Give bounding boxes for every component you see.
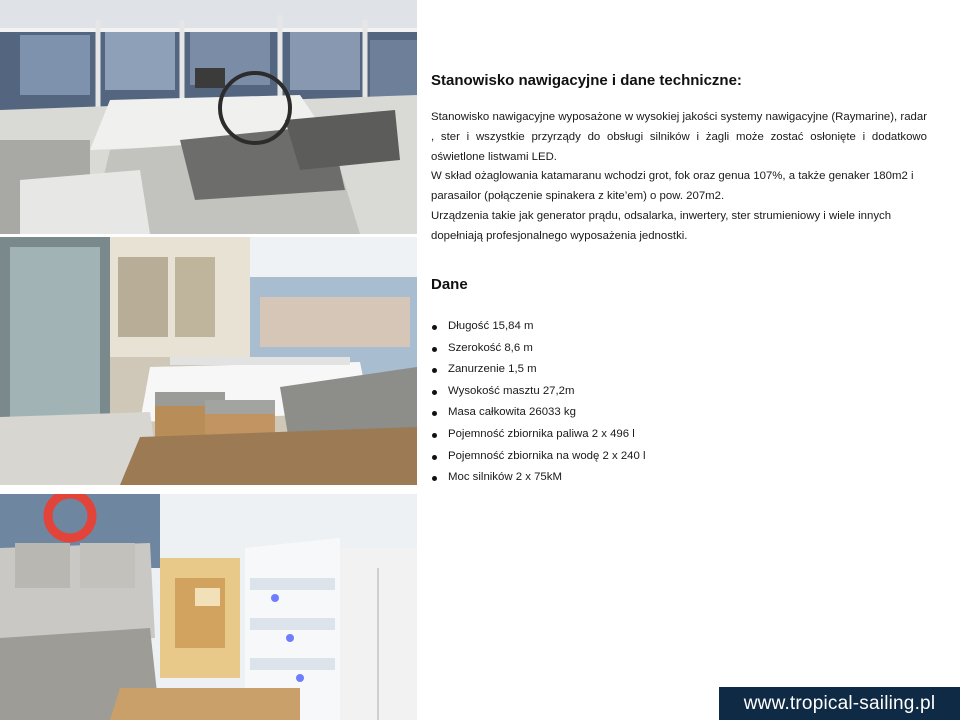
spec-item [431, 467, 646, 489]
spec-item [431, 338, 646, 360]
paragraph-navigation: Stanowisko nawigacyjne wyposażone w wysokiej jakości systemy nawigacyjne (Raymarine), radar , ster i wszystkie przyrządy do obsługi silników i żagli może zostać osłonięte i dodatkowo oświetlone listwami LED. [431, 111, 927, 163]
section-title-data: Dane [431, 276, 468, 293]
photo-companionway [0, 488, 417, 720]
bullet-icon [432, 433, 437, 438]
spec-item [431, 359, 646, 381]
website-banner[interactable]: www.tropical-sailing.pl [719, 687, 960, 720]
navigation-description [431, 108, 927, 247]
section-title-navigation: Stanowisko nawigacyjne i dane techniczne: [431, 72, 742, 89]
bullet-icon [432, 368, 437, 373]
spec-item-text: Masa całkowita 26033 kg [448, 406, 576, 419]
spec-item-text: Pojemność zbiornika na wodę 2 x 240 l [448, 449, 646, 462]
paragraph-equipment: Urządzenia takie jak generator prądu, odsalarka, inwertery, ster strumieniowy i wiele innych dopełniają profesjonalnego wyposażenia jednostki. [431, 209, 892, 242]
paragraph-sails: W skład ożaglowania katamaranu wchodzi grot, fok oraz genua 107%, a także genaker 180m2 i parasailor (połączenie spinakera z kite’em) o pow. 207m2. [431, 170, 914, 203]
spec-item-text: Moc silników 2 x 75kM [448, 471, 562, 484]
photo-helm-station [0, 0, 417, 234]
spec-item-text: Zanurzenie 1,5 m [448, 363, 537, 376]
bullet-icon [432, 455, 437, 460]
bullet-icon [432, 347, 437, 352]
bullet-icon [432, 325, 437, 330]
spec-item-text: Długość 15,84 m [448, 320, 534, 332]
bullet-icon [432, 411, 437, 416]
spec-item [431, 424, 646, 446]
spec-item-text: Pojemność zbiornika paliwa 2 x 496 l [448, 427, 635, 440]
photo-saloon [0, 237, 417, 485]
spec-item [431, 446, 646, 468]
bullet-icon [432, 390, 437, 395]
spec-item [431, 402, 646, 424]
spec-item-text: Wysokość masztu 27,2m [448, 384, 575, 397]
spec-list [431, 316, 646, 489]
spec-item-text: Szerokość 8,6 m [448, 341, 533, 354]
bullet-icon [432, 476, 437, 481]
spec-item [431, 381, 646, 403]
spec-item [431, 316, 646, 338]
